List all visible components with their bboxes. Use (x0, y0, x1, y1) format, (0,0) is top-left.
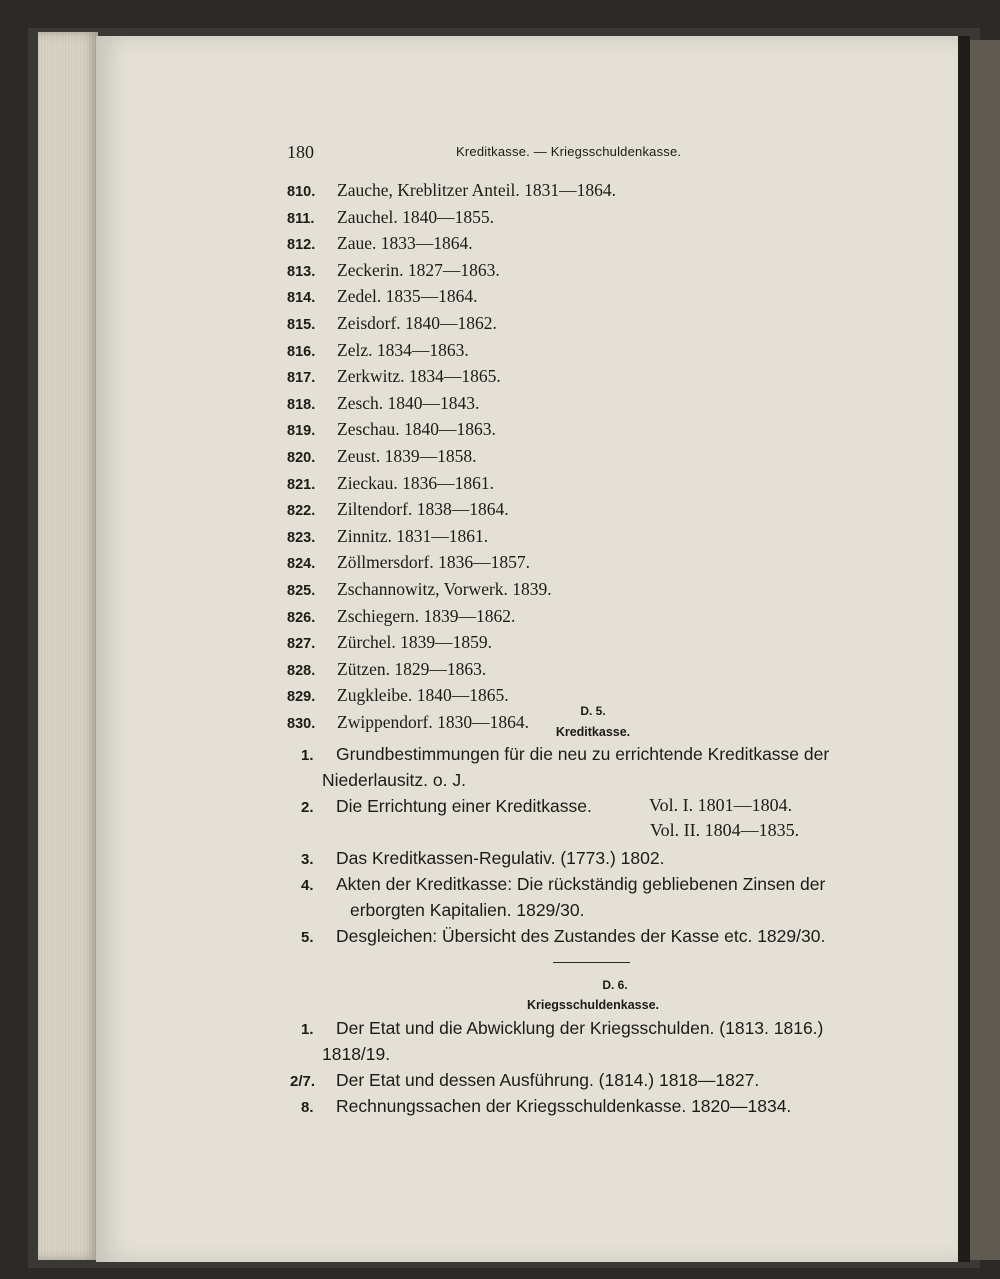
entry-text: Zerkwitz. 1834—1865. (337, 366, 501, 387)
item-text: Rechnungssachen der Kriegsschuldenkasse. 1820—1834. (336, 1096, 792, 1116)
section-title-d5: Kreditkasse. (555, 725, 631, 739)
entry-text: Zugkleibe. 1840—1865. (337, 685, 509, 706)
running-title: Kreditkasse. — Kriegsschuldenkasse. (456, 144, 682, 159)
entry-number: 825. (287, 582, 316, 599)
d5-item-5 (301, 926, 825, 947)
entry-text: Zschiegern. 1839—1862. (337, 605, 516, 626)
entry-number: 828. (287, 662, 316, 679)
d6-item-2-7 (290, 1070, 759, 1091)
entry-text: Zieckau. 1836—1861. (337, 472, 494, 493)
entry-number: 815. (287, 316, 316, 333)
d5-item-1-cont: Niederlausitz. o. J. (322, 770, 466, 790)
entry-text: Zauche, Kreblitzer Anteil. 1831—1864. (337, 180, 616, 200)
list-item (287, 443, 616, 470)
entry-number: 816. (287, 343, 316, 360)
section-divider (553, 962, 630, 963)
section-code-d5: D. 5. (580, 704, 606, 718)
entry-text: Zeschau. 1840—1863. (337, 419, 496, 440)
entry-text: Zwippendorf. 1830—1864. (337, 711, 529, 732)
entry-number: 810. (287, 184, 316, 200)
entry-number: 823. (287, 529, 316, 546)
entry-list (287, 177, 616, 735)
entry-text: Zesch. 1840—1843. (337, 392, 480, 413)
entry-number: 814. (287, 290, 316, 307)
list-item (287, 230, 616, 257)
gutter-shadow (958, 36, 970, 1262)
item-number: 1. (301, 747, 314, 764)
item-number: 2. (301, 799, 314, 816)
page-number: 180 (287, 142, 314, 162)
entry-number: 819. (287, 423, 316, 440)
list-item (287, 576, 616, 603)
entry-text: Zützen. 1829—1863. (337, 658, 487, 679)
entry-number: 822. (287, 503, 316, 520)
section-title-d6: Kriegsschuldenkasse. (526, 998, 659, 1012)
d5-item-2-vol2: Vol. II. 1804—1835. (650, 820, 800, 840)
entry-text: Zelz. 1834—1863. (337, 339, 469, 360)
next-page-edge (970, 40, 1000, 1260)
list-item (287, 416, 616, 443)
item-number: 5. (301, 929, 314, 946)
item-text: Das Kreditkassen-Regulativ. (1773.) 1802. (336, 848, 665, 868)
list-item (287, 177, 616, 204)
item-number: 1. (301, 1021, 314, 1038)
d5-item-4 (301, 874, 825, 895)
entry-number: 824. (287, 556, 316, 573)
entry-number: 821. (287, 476, 316, 493)
entry-text: Zauchel. 1840—1855. (337, 206, 494, 227)
list-item (287, 603, 616, 630)
d6-item-1-cont: 1818/19. (322, 1044, 391, 1064)
list-item (287, 204, 616, 231)
entry-text: Zaue. 1833—1864. (337, 233, 473, 254)
list-item (287, 390, 616, 417)
d5-item-3 (301, 848, 664, 869)
entry-text: Zeust. 1839—1858. (337, 445, 477, 466)
entry-text: Zeckerin. 1827—1863. (337, 259, 500, 280)
d6-item-1 (301, 1018, 823, 1039)
entry-number: 827. (287, 636, 316, 653)
list-item (287, 629, 616, 656)
entry-number: 818. (287, 396, 316, 413)
item-number: 3. (301, 851, 314, 868)
item-number: 8. (301, 1099, 314, 1116)
item-number: 2/7. (290, 1073, 316, 1090)
entry-number: 813. (287, 263, 316, 280)
item-text: Akten der Kreditkasse: Die rückständig gebliebenen Zinsen der (336, 874, 826, 894)
item-text: Der Etat und dessen Ausführung. (1814.) 1818—1827. (336, 1070, 760, 1090)
entry-number: 829. (287, 689, 316, 706)
entry-number: 811. (287, 210, 315, 227)
entry-text: Zedel. 1835—1864. (337, 286, 478, 307)
list-item (287, 656, 616, 683)
entry-text: Ziltendorf. 1838—1864. (337, 499, 509, 520)
d5-item-4-cont: erborgten Kapitalien. 1829/30. (350, 900, 585, 920)
list-item (287, 523, 616, 550)
item-text: Der Etat und die Abwicklung der Kriegsschulden. (1813. 1816.) (336, 1018, 824, 1038)
list-item (287, 283, 616, 310)
list-item (287, 337, 616, 364)
list-item (287, 496, 616, 523)
list-item (287, 549, 616, 576)
d5-item-2-vol1: Vol. I. 1801—1804. (649, 795, 793, 815)
page-edges (38, 32, 98, 1260)
entry-text: Zöllmersdorf. 1836—1857. (337, 552, 530, 573)
item-text: Grundbestimmungen für die neu zu errichtende Kreditkasse der (336, 744, 830, 764)
item-text: Desgleichen: Übersicht des Zustandes der Kasse etc. 1829/30. (336, 926, 826, 946)
entry-text: Zürchel. 1839—1859. (337, 632, 493, 653)
section-code-d6: D. 6. (602, 978, 628, 992)
entry-number: 817. (287, 370, 316, 387)
d5-item-1 (301, 744, 829, 765)
list-item (287, 363, 616, 390)
entry-text: Zinnitz. 1831—1861. (337, 525, 489, 546)
entry-number: 830. (287, 715, 316, 732)
item-number: 4. (301, 877, 314, 894)
entry-text: Zeisdorf. 1840—1862. (337, 312, 497, 333)
list-item (287, 470, 616, 497)
d6-item-8 (301, 1096, 791, 1117)
list-item (287, 257, 616, 284)
d5-item-2 (301, 796, 592, 817)
entry-number: 820. (287, 449, 316, 466)
entry-text: Zschannowitz, Vorwerk. 1839. (337, 578, 552, 599)
item-text: Die Errichtung einer Kreditkasse. (336, 796, 592, 816)
entry-number: 812. (287, 237, 316, 254)
list-item (287, 310, 616, 337)
entry-number: 826. (287, 609, 316, 626)
